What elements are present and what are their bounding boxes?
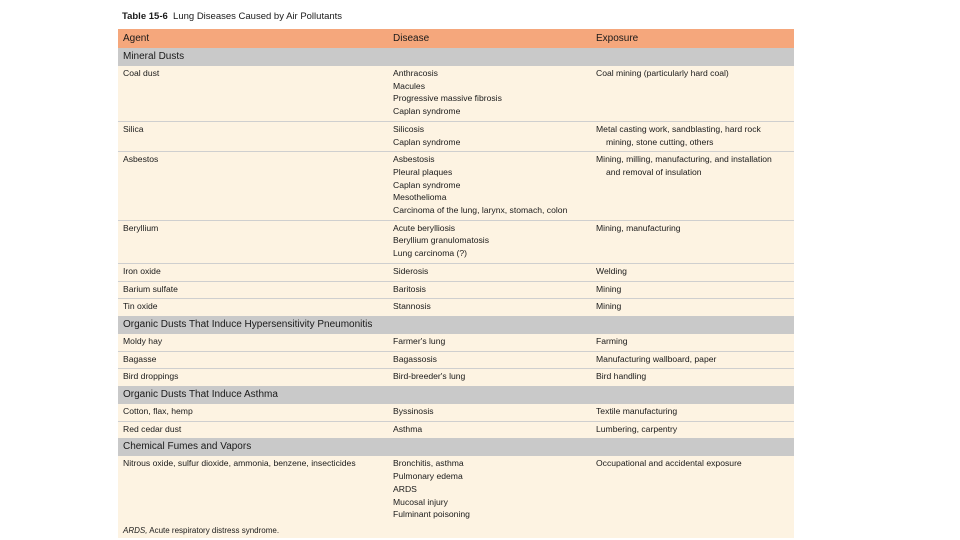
- disease-item: Silicosis: [393, 123, 425, 134]
- section-header: [118, 386, 794, 404]
- exposure-line: Lumbering, carpentry: [596, 423, 678, 434]
- column-header-agent: Agent: [123, 32, 150, 44]
- exposure-cell: [592, 353, 794, 366]
- exposure-cell: [592, 283, 794, 296]
- disease-item: Carcinoma of the lung, larynx, stomach, colon: [393, 205, 568, 216]
- table-number: Table 15-6: [122, 11, 168, 22]
- disease-item: Bagassosis: [393, 353, 437, 364]
- disease-item: Bronchitis, asthma: [393, 458, 464, 469]
- section-header: [118, 316, 794, 334]
- disease-item: Stannosis: [393, 301, 431, 312]
- exposure-line: Metal casting work, sandblasting, hard rock: [596, 123, 761, 134]
- disease-item: Progressive massive fibrosis: [393, 93, 502, 104]
- agent-cell: Beryllium: [123, 222, 159, 233]
- exposure-cell: [592, 457, 794, 521]
- disease-item: Caplan syndrome: [393, 106, 461, 117]
- agent-cell: Bird droppings: [123, 371, 179, 382]
- table-row: [118, 456, 794, 524]
- column-header-disease: Disease: [393, 32, 430, 44]
- table-row: [118, 282, 794, 300]
- disease-item: Byssinosis: [393, 406, 434, 417]
- disease-item: Baritosis: [393, 283, 426, 294]
- disease-item: Mucosal injury: [393, 496, 448, 507]
- disease-item: Acute berylliosis: [393, 222, 456, 233]
- exposure-cell: [592, 300, 794, 313]
- disease-cell: [389, 265, 592, 278]
- table-caption: [122, 11, 342, 22]
- exposure-line: Occupational and accidental exposure: [596, 458, 742, 469]
- table-row: [118, 122, 794, 152]
- agent-cell: Nitrous oxide, sulfur dioxide, ammonia, benzene, insecticides: [123, 458, 356, 469]
- table-row: [118, 152, 794, 221]
- exposure-line: Farming: [596, 335, 628, 346]
- exposure-line: Manufacturing wallboard, paper: [596, 353, 717, 364]
- disease-item: Pulmonary edema: [393, 471, 463, 482]
- exposure-line: Mining: [596, 283, 622, 294]
- exposure-cell: [592, 123, 794, 148]
- disease-cell: [389, 283, 592, 296]
- exposure-line: Bird handling: [596, 371, 647, 382]
- disease-cell: [389, 153, 592, 217]
- disease-item: Beryllium granulomatosis: [393, 235, 489, 246]
- table-row: [118, 422, 794, 439]
- disease-cell: [389, 353, 592, 366]
- exposure-line: and removal of insulation: [606, 166, 702, 177]
- disease-item: Siderosis: [393, 265, 429, 276]
- table-footnote: [118, 524, 794, 538]
- exposure-cell: [592, 423, 794, 436]
- disease-item: Mesothelioma: [393, 192, 447, 203]
- column-header-exposure: Exposure: [596, 32, 639, 44]
- section-title: Chemical Fumes and Vapors: [123, 441, 252, 453]
- agent-cell: Tin oxide: [123, 301, 158, 312]
- agent-cell: Red cedar dust: [123, 423, 182, 434]
- disease-cell: [389, 67, 592, 118]
- exposure-line: Welding: [596, 265, 627, 276]
- table-row: [118, 352, 794, 370]
- disease-item: ARDS: [393, 483, 417, 494]
- table-row: [118, 334, 794, 352]
- table-row: [118, 221, 794, 264]
- exposure-line: Mining: [596, 301, 622, 312]
- table-row: [118, 66, 794, 122]
- disease-cell: [389, 123, 592, 148]
- disease-item: Caplan syndrome: [393, 136, 461, 147]
- exposure-line: Mining, milling, manufacturing, and installation: [596, 154, 772, 165]
- agent-cell: Cotton, flax, hemp: [123, 406, 193, 417]
- table-row: [118, 299, 794, 316]
- exposure-cell: [592, 405, 794, 418]
- exposure-cell: [592, 153, 794, 217]
- disease-cell: [389, 300, 592, 313]
- disease-cell: [389, 370, 592, 383]
- agent-cell: Barium sulfate: [123, 283, 178, 294]
- section-header: [118, 48, 794, 66]
- disease-item: Macules: [393, 80, 425, 91]
- exposure-line: mining, stone cutting, others: [606, 136, 714, 147]
- exposure-cell: [592, 265, 794, 278]
- disease-cell: [389, 457, 592, 521]
- disease-cell: [389, 405, 592, 418]
- agent-cell: Asbestos: [123, 154, 159, 165]
- disease-item: Anthracosis: [393, 68, 438, 78]
- footnote-abbreviation: ARDS,: [123, 526, 148, 535]
- exposure-cell: [592, 67, 794, 118]
- disease-item: Fulminant poisoning: [393, 509, 470, 520]
- disease-item: Caplan syndrome: [393, 179, 461, 190]
- section-title: Organic Dusts That Induce Asthma: [123, 388, 278, 400]
- agent-cell: Moldy hay: [123, 335, 163, 346]
- table-row: [118, 404, 794, 422]
- pollutant-table: [118, 29, 794, 525]
- exposure-line: Coal mining (particularly hard coal): [596, 68, 729, 78]
- exposure-cell: [592, 335, 794, 348]
- exposure-line: Mining, manufacturing: [596, 222, 681, 233]
- disease-item: Asbestosis: [393, 154, 435, 165]
- disease-item: Farmer's lung: [393, 335, 446, 346]
- disease-item: Pleural plaques: [393, 166, 453, 177]
- disease-item: Lung carcinoma (?): [393, 248, 468, 259]
- exposure-cell: [592, 370, 794, 383]
- agent-cell: Bagasse: [123, 353, 157, 364]
- footnote-text: Acute respiratory distress syndrome.: [149, 526, 280, 535]
- disease-item: Bird-breeder's lung: [393, 371, 466, 382]
- table-row: [118, 264, 794, 282]
- section-title: Mineral Dusts: [123, 50, 185, 62]
- disease-item: Asthma: [393, 423, 423, 434]
- disease-cell: [389, 423, 592, 436]
- section-title: Organic Dusts That Induce Hypersensitivity Pneumonitis: [123, 318, 373, 330]
- disease-cell: [389, 335, 592, 348]
- agent-cell: Iron oxide: [123, 265, 161, 276]
- disease-cell: [389, 222, 592, 260]
- exposure-cell: [592, 222, 794, 260]
- agent-cell: Silica: [123, 123, 144, 134]
- table-body: [118, 48, 794, 524]
- agent-cell: Coal dust: [123, 68, 160, 78]
- exposure-line: Textile manufacturing: [596, 406, 678, 417]
- table-header-row: [118, 29, 794, 48]
- table-row: [118, 369, 794, 386]
- section-header: [118, 438, 794, 456]
- table-title: Lung Diseases Caused by Air Pollutants: [173, 11, 343, 22]
